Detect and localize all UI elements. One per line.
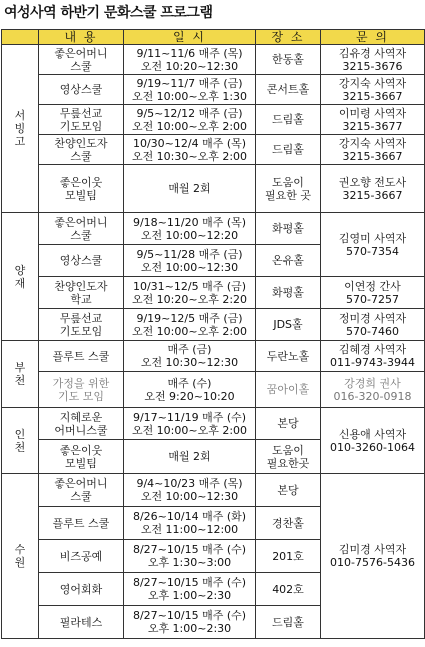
schedule-line: 9/17~11/19 매주 (수): [132, 410, 247, 424]
program-cell: 영상스쿨: [39, 75, 124, 105]
region-name: [2, 264, 38, 290]
region-name-char: 양: [14, 263, 26, 277]
program-line: 기도모임: [59, 324, 103, 338]
program-line: 어머니스쿨: [54, 423, 108, 437]
contact-line: 011-9743-3944: [330, 356, 415, 369]
contact-cell: [321, 408, 425, 474]
place-line: 필요한곳: [266, 456, 310, 470]
program-cell: [39, 135, 124, 165]
schedule-line: 오전 10:20~12:30: [140, 59, 239, 73]
header-program: 내 용: [39, 30, 124, 45]
schedule-cell: [124, 474, 256, 507]
contact-cell: [321, 213, 425, 277]
program-line: 기도모임: [59, 119, 103, 133]
place-line: 도움이: [272, 443, 304, 457]
schedule-line: 9/5~12/12 매주 (금): [136, 106, 243, 120]
table-row: [2, 45, 425, 75]
place-cell: 본당: [256, 474, 321, 507]
region-cell: [2, 213, 39, 341]
contact-cell: [321, 75, 425, 105]
schedule-line: 8/26~10/14 매주 (화): [132, 510, 247, 523]
region-name-char: 천: [14, 440, 26, 454]
contact-line: 이연정 간사: [344, 279, 401, 293]
region-name: [2, 109, 38, 148]
place-cell: 한동홀: [256, 45, 321, 75]
schedule-cell: [124, 213, 256, 245]
schedule-line: 9/19~11/7 매주 (금): [136, 76, 243, 90]
place-cell: 경찬홀: [256, 507, 321, 540]
program-line: 스쿨: [70, 59, 92, 73]
page-title: 여성사역 하반기 문화스쿨 프로그램: [4, 5, 213, 21]
region-cell: [2, 408, 39, 474]
table-row: [2, 372, 425, 408]
program-line: 학교: [70, 292, 92, 306]
table-row: [2, 474, 425, 507]
schedule-line: 9/11~11/6 매주 (목): [136, 46, 243, 60]
schedule-line: 오전 10:00~12:30: [140, 260, 239, 274]
table-row: [2, 75, 425, 105]
header-contact: 문 의: [321, 30, 425, 45]
place-cell: 콘서트홀: [256, 75, 321, 105]
schedule-line: 10/30~12/4 매주 (목): [132, 136, 247, 150]
region-cell: [2, 474, 39, 639]
program-line: 가정을 위한: [52, 376, 110, 390]
schedule-line: 매주 (수): [167, 376, 212, 390]
program-cell: [39, 440, 124, 474]
schedule-cell: [124, 135, 256, 165]
schedule-line: 오전 10:00~오후 2:00: [131, 119, 248, 133]
schedule-cell: [124, 606, 256, 639]
program-line: 좋은어머니: [54, 215, 108, 229]
schedule-line: 8/27~10/15 매주 (수): [132, 609, 247, 622]
schedule-cell: [124, 277, 256, 309]
table-row: [2, 341, 425, 372]
contact-line: 3215-3676: [342, 59, 403, 73]
table-row: [2, 135, 425, 165]
program-line: 모빌팀: [65, 456, 97, 470]
table-row: [2, 277, 425, 309]
place-line: 도움이: [272, 175, 304, 189]
region-name-char: 고: [14, 135, 26, 148]
schedule-cell: [124, 105, 256, 135]
region-name-char: 서: [14, 109, 26, 122]
contact-cell: [321, 372, 425, 408]
schedule-line: 8/27~10/15 매주 (수): [132, 543, 247, 556]
contact-line: 정미경 사역자: [338, 311, 407, 325]
region-name-char: 원: [14, 556, 26, 569]
place-cell: 402호: [256, 573, 321, 606]
schedule-cell: 매월 2회: [124, 165, 256, 213]
program-line: 좋은어머니: [54, 46, 108, 60]
contact-line: 이미령 사역자: [338, 106, 407, 120]
program-cell: 플루트 스쿨: [39, 341, 124, 372]
schedule-line: 오전 10:00~12:20: [140, 228, 239, 242]
header-schedule: 일 시: [124, 30, 256, 45]
schedule-line: 매주 (금): [167, 343, 212, 356]
contact-line: 3215-3667: [342, 188, 403, 202]
schedule-cell: [124, 309, 256, 341]
program-cell: 비즈공예: [39, 540, 124, 573]
schedule-cell: [124, 75, 256, 105]
program-line: 찬양인도자: [54, 279, 108, 293]
contact-line: 570-7257: [346, 292, 399, 306]
program-cell: 플루트 스쿨: [39, 507, 124, 540]
place-cell: JDS홀: [256, 309, 321, 341]
program-line: 기도 모임: [57, 389, 104, 403]
schedule-line: 오전 10:20~오후 2:20: [131, 292, 248, 306]
table-row: [2, 408, 425, 440]
contact-cell: [321, 165, 425, 213]
place-cell: 꿈아이홀: [256, 372, 321, 408]
program-cell: [39, 408, 124, 440]
contact-line: 강지숙 사역자: [338, 136, 407, 150]
schedule-line: 오전 10:00~오후 2:00: [131, 423, 248, 437]
schedule-line: 오전 9:20~10:20: [144, 389, 235, 403]
program-cell: [39, 165, 124, 213]
table-row: [2, 213, 425, 245]
place-cell: 두란노홀: [256, 341, 321, 372]
contact-line: 010-3260-1064: [330, 440, 415, 454]
schedule-line: 오후 1:00~2:30: [147, 589, 232, 602]
contact-line: 3215-3667: [342, 89, 403, 103]
contact-line: 016-320-0918: [333, 389, 412, 403]
table-row: [2, 165, 425, 213]
program-cell: 영어회화: [39, 573, 124, 606]
schedule-cell: [124, 45, 256, 75]
program-line: 무릎선교: [59, 106, 103, 120]
region-name: [2, 543, 38, 569]
contact-line: 010-7576-5436: [330, 556, 415, 569]
contact-line: 신용애 사역자: [338, 427, 407, 441]
schedule-line: 오전 11:00~12:00: [140, 523, 239, 536]
place-cell: 온유홀: [256, 245, 321, 277]
program-cell: 필라테스: [39, 606, 124, 639]
region-name-char: 인: [14, 427, 26, 441]
header-place: 장 소: [256, 30, 321, 45]
schedule-line: 오전 10:00~12:30: [140, 490, 239, 503]
program-line: 찬양인도자: [54, 136, 108, 150]
schedule-line: 오전 10:30~오후 2:00: [131, 149, 248, 163]
contact-line: 3215-3667: [342, 149, 403, 163]
program-cell: [39, 372, 124, 408]
contact-line: 김혜경 사역자: [338, 343, 407, 356]
contact-line: 강지숙 사역자: [338, 76, 407, 90]
place-cell: [256, 440, 321, 474]
program-cell: [39, 309, 124, 341]
schedule-cell: [124, 245, 256, 277]
contact-cell: [321, 277, 425, 309]
place-cell: 드림홀: [256, 105, 321, 135]
schedule-line: 오전 10:00~오후 2:00: [131, 324, 248, 338]
program-cell: [39, 277, 124, 309]
program-cell: 영상스쿨: [39, 245, 124, 277]
region-name-char: 천: [14, 374, 26, 387]
contact-cell: [321, 45, 425, 75]
schedule-cell: [124, 573, 256, 606]
program-line: 모빌팀: [65, 188, 97, 202]
program-line: 좋은이웃: [59, 175, 103, 189]
place-cell: 화평홀: [256, 277, 321, 309]
program-cell: [39, 213, 124, 245]
place-cell: [256, 165, 321, 213]
header-row: [2, 30, 425, 45]
contact-cell: [321, 474, 425, 639]
schedule-cell: [124, 408, 256, 440]
program-line: 무릎선교: [59, 311, 103, 325]
program-table: [1, 29, 425, 639]
program-line: 스쿨: [70, 490, 92, 503]
program-cell: [39, 105, 124, 135]
place-cell: 드림홀: [256, 606, 321, 639]
contact-line: 570-7354: [346, 244, 399, 258]
schedule-line: 오전 10:30~12:30: [140, 356, 239, 369]
program-line: 좋은어머니: [54, 477, 108, 490]
contact-line: 김유경 사역자: [338, 46, 407, 60]
schedule-line: 오후 1:00~2:30: [147, 622, 232, 635]
schedule-cell: 매월 2회: [124, 440, 256, 474]
schedule-line: 오후 1:30~3:00: [147, 556, 232, 569]
contact-line: 김영미 사역자: [338, 231, 407, 245]
program-line: 지혜로운: [59, 410, 103, 424]
contact-cell: [321, 309, 425, 341]
region-name-char: 부: [14, 361, 26, 374]
place-cell: 드림홀: [256, 135, 321, 165]
region-name: [2, 428, 38, 454]
contact-cell: [321, 105, 425, 135]
schedule-line: 9/5~11/28 매주 (금): [136, 247, 243, 261]
schedule-line: 8/27~10/15 매주 (수): [132, 576, 247, 589]
contact-cell: [321, 341, 425, 372]
program-line: 스쿨: [70, 149, 92, 163]
contact-cell: [321, 135, 425, 165]
table-row: [2, 309, 425, 341]
contact-line: 570-7460: [346, 324, 399, 338]
region-cell: [2, 341, 39, 408]
schedule-line: 9/4~10/23 매주 (목): [136, 477, 243, 490]
contact-line: 권오향 전도사: [338, 175, 407, 189]
program-line: 스쿨: [70, 228, 92, 242]
place-cell: 201호: [256, 540, 321, 573]
program-line: 좋은이웃: [59, 443, 103, 457]
header-region: [2, 30, 39, 45]
region-name-char: 수: [14, 543, 26, 556]
region-cell: [2, 45, 39, 213]
region-name: [2, 361, 38, 387]
contact-line: 김미경 사역자: [338, 543, 407, 556]
place-cell: 본당: [256, 408, 321, 440]
schedule-cell: [124, 507, 256, 540]
program-cell: [39, 45, 124, 75]
region-name-char: 재: [14, 276, 26, 290]
schedule-line: 오전 10:00~오후 1:30: [131, 89, 248, 103]
contact-line: 강경희 권사: [344, 376, 401, 390]
table-row: [2, 105, 425, 135]
schedule-line: 10/31~12/5 매주 (금): [132, 279, 247, 293]
schedule-line: 9/18~11/20 매주 (목): [132, 215, 247, 229]
program-cell: [39, 474, 124, 507]
schedule-cell: [124, 341, 256, 372]
contact-line: 3215-3677: [342, 119, 403, 133]
schedule-cell: [124, 540, 256, 573]
schedule-cell: [124, 372, 256, 408]
place-line: 필요한 곳: [264, 188, 311, 202]
schedule-line: 9/19~12/5 매주 (금): [136, 311, 243, 325]
region-name-char: 빙: [14, 122, 26, 135]
place-cell: 화평홀: [256, 213, 321, 245]
